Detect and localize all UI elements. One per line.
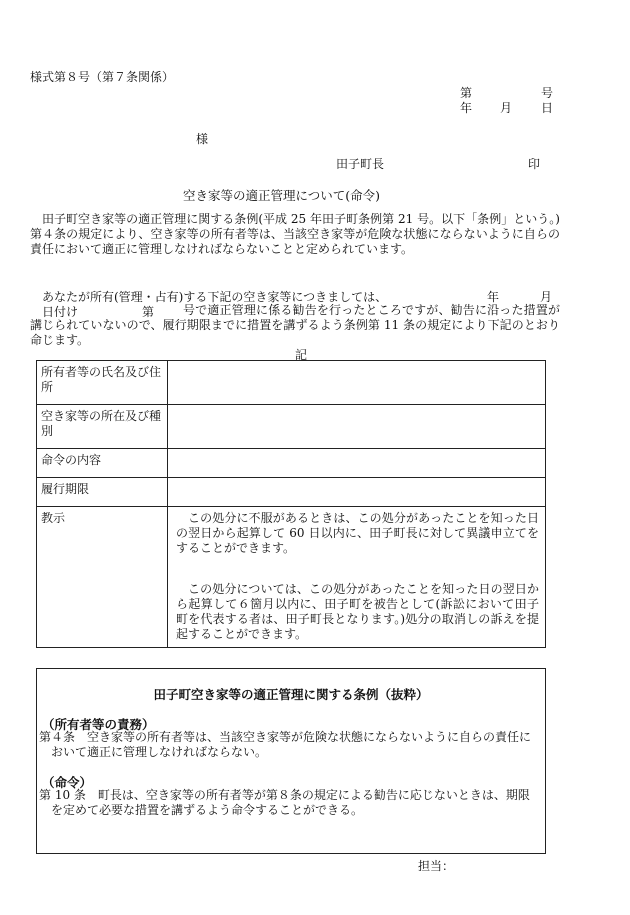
- seal: 印: [528, 157, 541, 171]
- excerpt-heading-order: （命令）: [42, 775, 93, 790]
- paragraph-2-date-suffix: 日付け: [42, 305, 79, 319]
- kyoji-label: 教示: [37, 507, 168, 648]
- date-month: 月: [500, 101, 513, 115]
- ordinance-excerpt-box: [36, 668, 546, 854]
- location-value: [168, 405, 546, 449]
- paragraph-2-month: 月: [540, 290, 553, 304]
- table-row: [37, 507, 546, 648]
- number-go: 号: [541, 86, 554, 100]
- date-year: 年: [460, 101, 473, 115]
- order-table: [36, 360, 546, 648]
- form-id: 様式第８号（第７条関係）: [30, 70, 175, 84]
- table-row: [37, 361, 546, 405]
- deadline-value: [168, 478, 546, 507]
- kyoji-text-1: この処分に不服があるときは、この処分があったことを知った日の翌日から起算して 60 日以内に、田子町長に対して異議申立てをすることができます。: [176, 511, 539, 555]
- excerpt-title: 田子町空き家等の適正管理に関する条例（抜粋）: [153, 687, 429, 702]
- issuer: 田子町長: [336, 157, 385, 171]
- number-dai: 第: [460, 86, 473, 100]
- excerpt-article-10: 第 10 条 町長は、空き家等の所有者等が第８条の規定による勧告に応じないときは、期限を定めて必要な措置を講ずるよう命令することができる。: [39, 788, 530, 817]
- deadline-label: 履行期限: [37, 478, 168, 507]
- date-day: 日: [541, 101, 554, 115]
- location-label: 空き家等の所在及び種別: [37, 405, 168, 449]
- kyoji-value: [168, 507, 546, 648]
- paragraph-2-body: 号で適正管理に係る勧告を行ったところですが、勧告に沿った措置が講じられていないので、履行期限までに措置を講ずるよう条例第 11 条の規定により下記のとおり命じます。: [30, 303, 560, 347]
- paragraph-2-year: 年: [487, 290, 500, 304]
- owner-value: [168, 361, 546, 405]
- recipient-suffix: 様: [196, 132, 209, 146]
- paragraph-2-line1: あなたが所有(管理・占有)する下記の空き家等につきましては、: [42, 290, 388, 304]
- ki-label: 記: [295, 348, 308, 362]
- order-content-value: [168, 449, 546, 478]
- order-content-label: 命令の内容: [37, 449, 168, 478]
- table-row: [37, 449, 546, 478]
- paragraph-2-dai: 第: [142, 305, 155, 319]
- paragraph-1: 田子町空き家等の適正管理に関する条例(平成 25 年田子町条例第 21 号。以下「条例」という。)第４条の規定により、空き家等の所有者等は、当該空き家等が危険な状態にならないように自らの責任において適正に管理しなければならないことと定められています。: [30, 212, 560, 256]
- document-title: 空き家等の適正管理について(命令): [183, 188, 381, 203]
- excerpt-heading-responsibility: （所有者等の責務）: [42, 717, 155, 732]
- table-row: [37, 478, 546, 507]
- table-row: [37, 405, 546, 449]
- owner-label: 所有者等の氏名及び住所: [37, 361, 168, 405]
- kyoji-text-2: この処分については、この処分があったことを知った日の翌日から起算して６箇月以内に、田子町を被告として(訴訟において田子町を代表する者は、田子町長となります。)処分の取消しの訴えを提起することができます。: [176, 582, 539, 641]
- tanto-label: 担当：: [418, 859, 455, 873]
- excerpt-article-4: 第４条 空き家等の所有者等は、当該空き家等が危険な状態にならないように自らの責任において適正に管理しなければならない。: [39, 730, 532, 759]
